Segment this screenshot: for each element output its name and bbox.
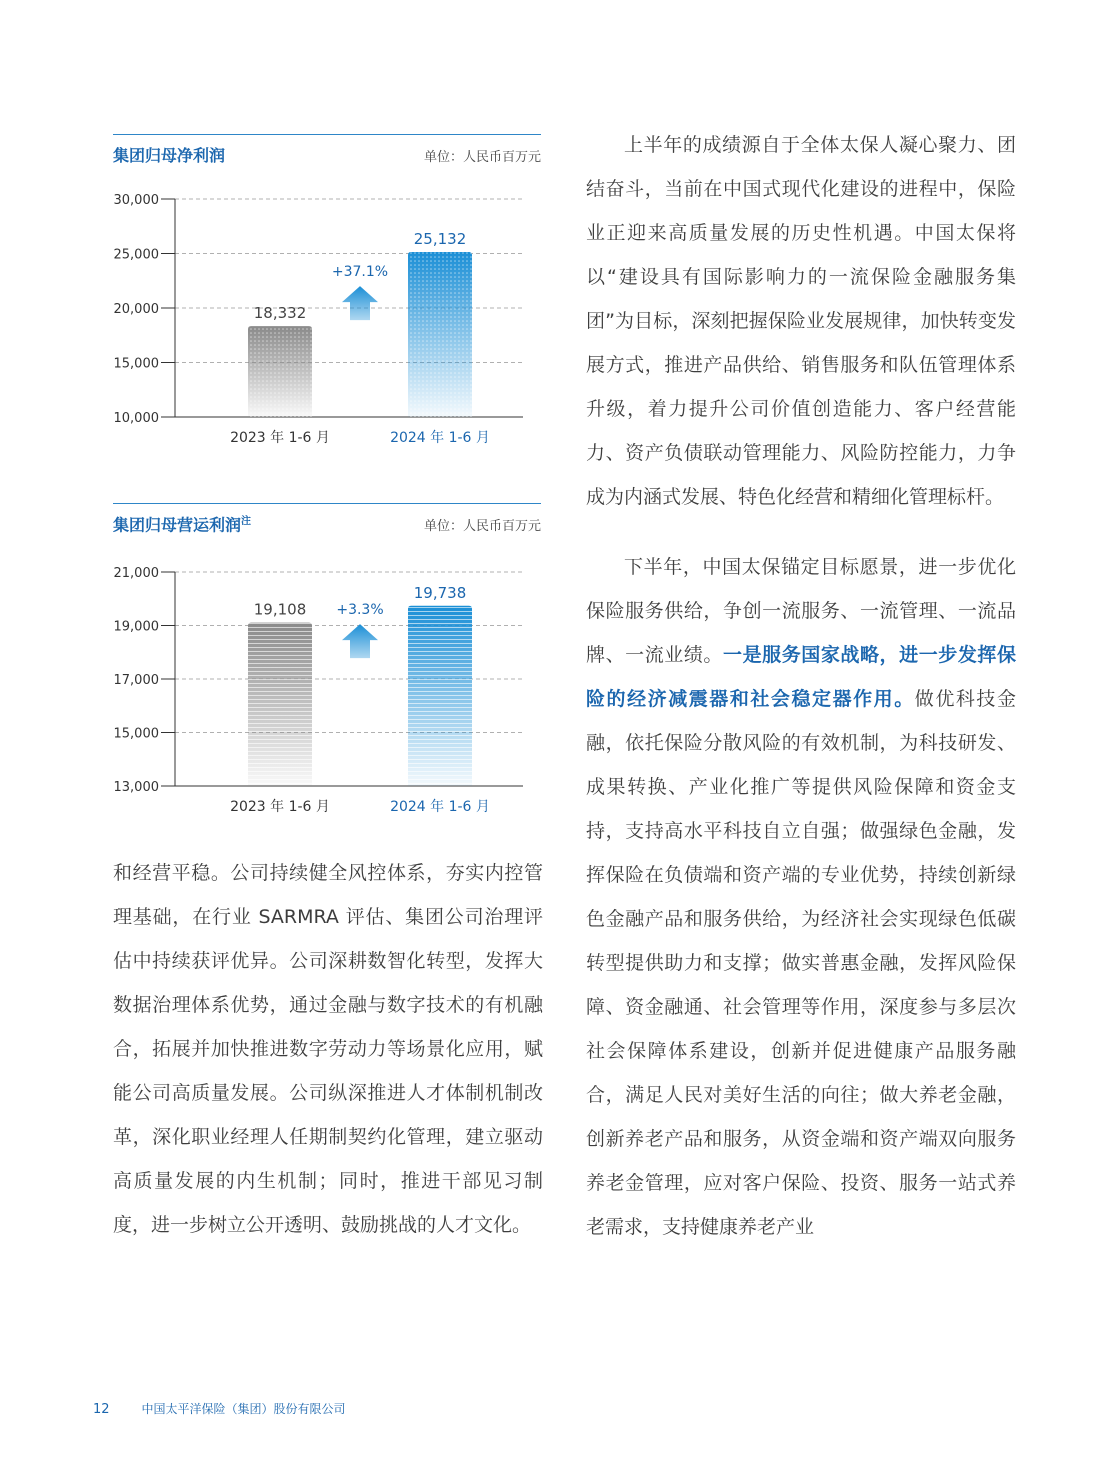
- bar-texture: [408, 606, 472, 786]
- x-tick-label: 2023 年 1-6 月: [230, 430, 330, 446]
- net-profit-bar-chart: [113, 171, 541, 481]
- chart-title: 集团归母净利润: [113, 146, 226, 165]
- y-tick-label: 25,000: [113, 247, 159, 263]
- y-tick-label: 30,000: [113, 193, 159, 208]
- bar-texture: [248, 623, 312, 786]
- bar-texture: [248, 326, 312, 417]
- operating-profit-bar-chart: [113, 540, 541, 860]
- y-tick-label: 20,000: [113, 302, 159, 317]
- data-label: 19,738: [413, 583, 467, 602]
- operating-profit-chart: [113, 503, 541, 864]
- highlight-text: 一是服务国家战略，进一步发挥保险的经济减震器和社会稳定器作用。: [586, 644, 1016, 710]
- x-tick-label: 2023 年 1-6 月: [230, 799, 330, 815]
- data-label: 19,108: [253, 600, 307, 619]
- growth-arrow-icon: [342, 624, 378, 658]
- body-paragraph: 上半年的成绩源自于全体太保人凝心聚力、团结奋斗，当前在中国式现代化建设的进程中，保险业正迎来高质量发展的历史性机遇。中国太保将以“建设具有国际影响力的一流保险金融服务集团”为目标，深刻把握保险业发展规律，加快转变发展方式，推进产品供给、销售服务和队伍管理体系升级，着力提升公司价值创造能力、客户经营能力、资产负债联动管理能力、风险防控能力，力争成为内涵式发展、特色化经营和精细化管理标杆。: [586, 134, 1016, 508]
- y-tick-label: 13,000: [113, 780, 159, 795]
- page-footer: [93, 1400, 346, 1417]
- growth-arrow-icon: [342, 286, 378, 320]
- net-profit-chart: [113, 134, 541, 485]
- bar-texture: [408, 252, 472, 417]
- y-tick-label: 15,000: [113, 726, 159, 742]
- y-tick-label: 21,000: [113, 566, 159, 581]
- data-label: 25,132: [413, 230, 467, 249]
- growth-label: +3.3%: [336, 602, 384, 619]
- left-text-column: [113, 851, 543, 1247]
- right-text-column: [586, 123, 1016, 1249]
- title-note: 注: [241, 516, 252, 527]
- x-tick-label: 2024 年 1-6 月: [390, 799, 490, 815]
- body-paragraph: 和经营平稳。公司持续健全风控体系，夯实内控管理基础，在行业 SARMRA 评估、集团公司治理评估中持续获评优异。公司深耕数智化转型，发挥大数据治理体系优势，通过金融与数字技术的有机融合，拓展并加快推进数字劳动力等场景化应用，赋能公司高质量发展。公司纵深推进人才体制机制改革，深化职业经理人任期制契约化管理，建立驱动高质量发展的内生机制；同时，推进干部见习制度，进一步树立公开透明、鼓励挑战的人才文化。: [113, 862, 543, 1236]
- chart-unit: 单位：人民币百万元: [423, 150, 541, 165]
- chart-unit: 单位：人民币百万元: [423, 519, 541, 534]
- x-tick-label: 2024 年 1-6 月: [390, 430, 490, 446]
- body-paragraph: 下半年，中国太保锚定目标愿景，进一步优化保险服务供给，争创一流服务、一流管理、一流品牌、一流业绩。一是服务国家战略，进一步发挥保险的经济减震器和社会稳定器作用。做优科技金融，依托保险分散风险的有效机制，为科技研发、成果转换、产业化推广等提供风险保障和资金支持，支持高水平科技自立自强；做强绿色金融，发挥保险在负债端和资产端的专业优势，持续创新绿色金融产品和服务供给，为经济社会实现绿色低碳转型提供助力和支撑；做实普惠金融，发挥风险保障、资金融通、社会管理等作用，深度参与多层次社会保障体系建设，创新并促进健康产品服务融合，满足人民对美好生活的向往；做大养老金融，创新养老产品和服务，从资金端和资产端双向服务养老金管理，应对客户保险、投资、服务一站式养老需求，支持健康养老产业: [586, 556, 1016, 1238]
- growth-label: +37.1%: [331, 264, 389, 281]
- y-tick-label: 15,000: [113, 356, 159, 372]
- data-label: 18,332: [253, 304, 307, 323]
- y-tick-label: 19,000: [113, 619, 159, 635]
- company-name: 中国太平洋保险（集团）股份有限公司: [141, 1402, 346, 1416]
- y-tick-label: 10,000: [113, 411, 159, 426]
- chart-title: 集团归母营运利润$^注$: [113, 515, 252, 535]
- y-tick-label: 17,000: [113, 673, 159, 688]
- page-number: 12: [93, 1402, 110, 1417]
